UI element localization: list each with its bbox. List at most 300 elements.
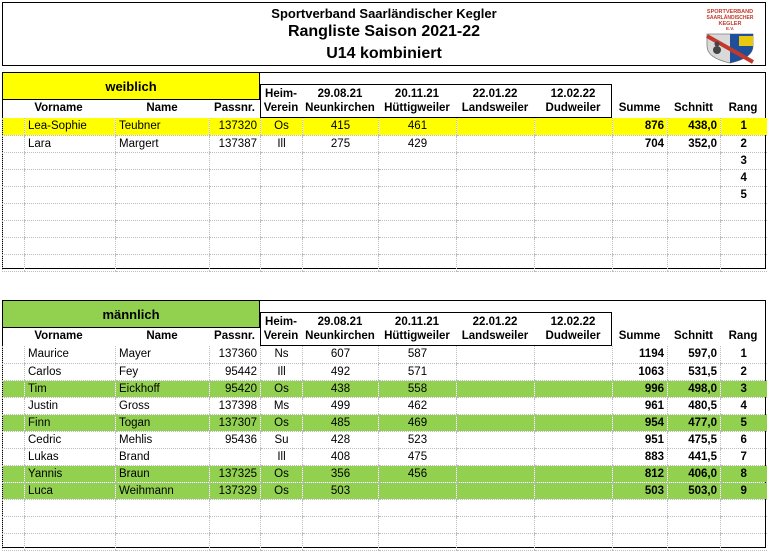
cell-passnr: 95420 [210, 380, 261, 397]
cell-passnr [210, 254, 261, 271]
cell-spacer [3, 186, 25, 203]
table-row [3, 533, 767, 550]
cell-spacer [3, 414, 25, 431]
cell-result-2: 429 [379, 135, 457, 152]
cell-passnr [210, 533, 261, 550]
header-place-4: Dudweiler [545, 330, 601, 342]
cell-rang: 1 [721, 118, 767, 135]
header-name: Name [146, 102, 178, 114]
header-place-2: Hüttigweiler [384, 102, 450, 114]
cell-passnr: 137307 [210, 414, 261, 431]
cell-result-1 [303, 533, 379, 550]
header-place-1: Neunkirchen [305, 102, 375, 114]
cell-passnr: 137320 [210, 118, 261, 135]
cell-result-2 [379, 237, 457, 254]
cell-result-1 [303, 169, 379, 186]
cell-vorname: Justin [25, 397, 116, 414]
cell-vorname: Yannis [25, 465, 116, 482]
cell-result-3 [457, 465, 535, 482]
cell-vorname: Cedric [25, 431, 116, 448]
header-rang: Rang [728, 330, 758, 342]
cell-name [116, 152, 210, 169]
cell-result-1: 438 [303, 380, 379, 397]
cell-result-4 [535, 152, 613, 169]
cell-spacer [3, 397, 25, 414]
cell-passnr [210, 169, 261, 186]
table-row [3, 169, 767, 186]
table-row [3, 118, 767, 135]
cell-result-2: 475 [379, 448, 457, 465]
cell-result-2: 523 [379, 431, 457, 448]
cell-spacer [3, 499, 25, 516]
cell-schnitt: 498,0 [668, 380, 721, 397]
cell-schnitt: 438,0 [668, 118, 721, 135]
header-heim-2: Verein [263, 330, 299, 342]
cell-result-1: 356 [303, 465, 379, 482]
cell-result-3 [457, 186, 535, 203]
cell-name: Weihmann [116, 482, 210, 499]
header-date-3: 22.01.22 [472, 316, 518, 328]
header-date-1: 29.08.21 [317, 88, 363, 100]
cell-verein [261, 169, 303, 186]
cell-summe: 704 [613, 135, 668, 152]
table-row [3, 516, 767, 533]
table-row [3, 397, 767, 414]
cell-verein: Os [261, 380, 303, 397]
header-heim-1: Heim- [265, 88, 297, 100]
cell-summe [613, 220, 668, 237]
cell-result-1: 408 [303, 448, 379, 465]
cell-schnitt: 480,5 [668, 397, 721, 414]
cell-result-4 [535, 135, 613, 152]
cell-result-4 [535, 499, 613, 516]
cell-summe: 883 [613, 448, 668, 465]
cell-verein: Ms [261, 397, 303, 414]
cell-result-3 [457, 346, 535, 363]
cell-spacer [3, 135, 25, 152]
male-section [2, 300, 766, 548]
cell-name [116, 220, 210, 237]
cell-spacer [3, 533, 25, 550]
cell-summe: 1194 [613, 346, 668, 363]
cell-passnr [210, 220, 261, 237]
cell-result-4 [535, 220, 613, 237]
header-place-2: Hüttigweiler [384, 330, 450, 342]
cell-rang: 3 [721, 380, 767, 397]
cell-result-4 [535, 448, 613, 465]
cell-schnitt [668, 169, 721, 186]
cell-result-1: 428 [303, 431, 379, 448]
cell-vorname [25, 220, 116, 237]
cell-result-3 [457, 516, 535, 533]
cell-passnr [210, 186, 261, 203]
cell-schnitt [668, 152, 721, 169]
cell-verein [261, 203, 303, 220]
cell-passnr: 137398 [210, 397, 261, 414]
cell-result-2 [379, 499, 457, 516]
table-row [3, 135, 767, 152]
cell-summe [613, 186, 668, 203]
cell-vorname [25, 533, 116, 550]
cell-result-4 [535, 254, 613, 271]
cell-schnitt [668, 203, 721, 220]
cell-result-2: 462 [379, 397, 457, 414]
cell-name: Teubner [116, 118, 210, 135]
table-row [3, 380, 767, 397]
federation-logo [701, 6, 759, 64]
cell-result-4 [535, 533, 613, 550]
table-row [3, 152, 767, 169]
cell-result-2: 558 [379, 380, 457, 397]
cell-result-4 [535, 363, 613, 380]
cell-rang: 5 [721, 186, 767, 203]
cell-result-2 [379, 220, 457, 237]
cell-result-1 [303, 237, 379, 254]
svg-text:E.V.: E.V. [725, 26, 735, 31]
cell-rang: 6 [721, 431, 767, 448]
cell-schnitt [668, 499, 721, 516]
table-row [3, 465, 767, 482]
cell-result-2 [379, 169, 457, 186]
cell-schnitt: 503,0 [668, 482, 721, 499]
cell-vorname: Luca [25, 482, 116, 499]
cell-rang: 3 [721, 152, 767, 169]
cell-spacer [3, 465, 25, 482]
cell-vorname [25, 237, 116, 254]
cell-rang [721, 220, 767, 237]
cell-result-3 [457, 135, 535, 152]
header-date-4: 12.02.22 [550, 316, 596, 328]
table-row [3, 237, 767, 254]
cell-spacer [3, 448, 25, 465]
header-heim-2: Verein [263, 102, 299, 114]
cell-vorname [25, 516, 116, 533]
cell-schnitt: 597,0 [668, 346, 721, 363]
table-row [3, 414, 767, 431]
cell-result-2: 461 [379, 118, 457, 135]
cell-summe [613, 516, 668, 533]
cell-schnitt: 441,5 [668, 448, 721, 465]
cell-schnitt [668, 516, 721, 533]
cell-schnitt: 531,5 [668, 363, 721, 380]
cell-summe [613, 152, 668, 169]
cell-vorname [25, 254, 116, 271]
cell-result-4 [535, 118, 613, 135]
header-passnr: Passnr. [214, 330, 255, 342]
female-section [2, 72, 766, 269]
cell-passnr [210, 499, 261, 516]
header-date-3: 22.01.22 [472, 88, 518, 100]
table-row [3, 254, 767, 271]
cell-result-3 [457, 220, 535, 237]
cell-name: Togan [116, 414, 210, 431]
cell-result-3 [457, 397, 535, 414]
cell-verein [261, 186, 303, 203]
cell-vorname [25, 203, 116, 220]
cell-rang [721, 237, 767, 254]
cell-spacer [3, 237, 25, 254]
document-header [2, 2, 766, 66]
cell-rang: 9 [721, 482, 767, 499]
cell-passnr: 95442 [210, 363, 261, 380]
header-summe: Summe [618, 330, 661, 342]
cell-rang: 4 [721, 169, 767, 186]
svg-text:SPORTVERBAND: SPORTVERBAND [706, 9, 754, 15]
cell-spacer [3, 482, 25, 499]
cell-result-4 [535, 203, 613, 220]
cell-name: Fey [116, 363, 210, 380]
cell-spacer [3, 363, 25, 380]
cell-result-2: 587 [379, 346, 457, 363]
cell-schnitt [668, 220, 721, 237]
cell-spacer [3, 169, 25, 186]
cell-result-2 [379, 254, 457, 271]
cell-verein: Ill [261, 135, 303, 152]
cell-verein [261, 220, 303, 237]
cell-result-1 [303, 254, 379, 271]
cell-summe [613, 533, 668, 550]
cell-spacer [3, 346, 25, 363]
cell-result-4 [535, 516, 613, 533]
cell-passnr [210, 203, 261, 220]
cell-verein [261, 516, 303, 533]
cell-result-2 [379, 482, 457, 499]
cell-name: Mayer [116, 346, 210, 363]
cell-result-3 [457, 448, 535, 465]
cell-schnitt [668, 186, 721, 203]
cell-spacer [3, 203, 25, 220]
cell-vorname: Finn [25, 414, 116, 431]
cell-summe [613, 499, 668, 516]
cell-result-4 [535, 397, 613, 414]
cell-result-1: 607 [303, 346, 379, 363]
cell-result-1: 492 [303, 363, 379, 380]
table-row [3, 186, 767, 203]
cell-rang: 5 [721, 414, 767, 431]
cell-verein: Ill [261, 448, 303, 465]
cell-name: Margert [116, 135, 210, 152]
cell-result-4 [535, 482, 613, 499]
table-row [3, 482, 767, 499]
cell-result-2: 571 [379, 363, 457, 380]
cell-result-3 [457, 169, 535, 186]
cell-result-1 [303, 516, 379, 533]
cell-spacer [3, 152, 25, 169]
cell-summe: 961 [613, 397, 668, 414]
cell-passnr [210, 516, 261, 533]
cell-rang: 7 [721, 448, 767, 465]
cell-verein [261, 533, 303, 550]
cell-vorname [25, 499, 116, 516]
cell-name: Gross [116, 397, 210, 414]
cell-result-3 [457, 482, 535, 499]
cell-rang: 8 [721, 465, 767, 482]
cell-rang [721, 499, 767, 516]
cell-rang [721, 203, 767, 220]
cell-passnr [210, 237, 261, 254]
cell-verein: Su [261, 431, 303, 448]
cell-result-1: 503 [303, 482, 379, 499]
cell-result-4 [535, 380, 613, 397]
cell-result-3 [457, 533, 535, 550]
cell-verein: Os [261, 414, 303, 431]
document-title: Rangliste Saison 2021-22 [287, 23, 481, 40]
cell-spacer [3, 431, 25, 448]
cell-name [116, 203, 210, 220]
cell-passnr: 137360 [210, 346, 261, 363]
cell-schnitt: 475,5 [668, 431, 721, 448]
header-heim-1: Heim- [265, 316, 297, 328]
female-ranking-table [2, 118, 767, 272]
cell-result-4 [535, 186, 613, 203]
cell-rang: 1 [721, 346, 767, 363]
cell-result-2 [379, 516, 457, 533]
table-row [3, 363, 767, 380]
cell-vorname: Lea-Sophie [25, 118, 116, 135]
cell-result-3 [457, 203, 535, 220]
header-date-4: 12.02.22 [550, 88, 596, 100]
cell-result-1 [303, 203, 379, 220]
cell-summe [613, 169, 668, 186]
cell-passnr: 137329 [210, 482, 261, 499]
cell-passnr: 95436 [210, 431, 261, 448]
cell-result-3 [457, 237, 535, 254]
cell-result-1: 415 [303, 118, 379, 135]
cell-result-4 [535, 465, 613, 482]
cell-result-1: 275 [303, 135, 379, 152]
cell-result-1 [303, 186, 379, 203]
cell-schnitt [668, 237, 721, 254]
cell-result-3 [457, 414, 535, 431]
cell-result-3 [457, 254, 535, 271]
header-date-1: 29.08.21 [317, 316, 363, 328]
cell-name: Brand [116, 448, 210, 465]
cell-summe [613, 237, 668, 254]
cell-schnitt: 352,0 [668, 135, 721, 152]
cell-name: Eickhoff [116, 380, 210, 397]
cell-rang [721, 254, 767, 271]
header-summe: Summe [618, 102, 661, 114]
cell-result-3 [457, 363, 535, 380]
cell-result-1: 499 [303, 397, 379, 414]
cell-result-1 [303, 152, 379, 169]
cell-verein: Os [261, 482, 303, 499]
cell-vorname: Carlos [25, 363, 116, 380]
cell-spacer [3, 516, 25, 533]
header-place-3: Landsweiler [461, 330, 529, 342]
cell-result-3 [457, 431, 535, 448]
cell-summe: 954 [613, 414, 668, 431]
header-name: Name [146, 330, 178, 342]
cell-result-4 [535, 431, 613, 448]
cell-schnitt: 406,0 [668, 465, 721, 482]
header-rang: Rang [728, 102, 758, 114]
cell-result-4 [535, 414, 613, 431]
cell-verein: Ill [261, 363, 303, 380]
cell-name [116, 254, 210, 271]
table-row [3, 499, 767, 516]
cell-result-1 [303, 499, 379, 516]
cell-result-2 [379, 203, 457, 220]
cell-passnr: 137387 [210, 135, 261, 152]
cell-verein [261, 499, 303, 516]
cell-name: Braun [116, 465, 210, 482]
cell-rang: 4 [721, 397, 767, 414]
cell-rang: 2 [721, 135, 767, 152]
cell-result-2 [379, 186, 457, 203]
cell-result-4 [535, 169, 613, 186]
cell-vorname [25, 169, 116, 186]
cell-verein [261, 152, 303, 169]
cell-spacer [3, 254, 25, 271]
cell-verein: Ns [261, 346, 303, 363]
table-row [3, 220, 767, 237]
cell-name [116, 186, 210, 203]
cell-summe: 996 [613, 380, 668, 397]
cell-spacer [3, 118, 25, 135]
cell-summe: 812 [613, 465, 668, 482]
header-passnr: Passnr. [214, 102, 255, 114]
male-ranking-table [2, 346, 767, 551]
male-section-label: männlich [2, 300, 260, 328]
cell-passnr: 137325 [210, 465, 261, 482]
cell-summe: 503 [613, 482, 668, 499]
svg-text:SAARLÄNDISCHER: SAARLÄNDISCHER [706, 15, 754, 21]
header-date-2: 20.11.21 [394, 88, 440, 100]
cell-vorname [25, 152, 116, 169]
female-section-label: weiblich [2, 72, 260, 100]
cell-vorname: Lara [25, 135, 116, 152]
cell-summe: 951 [613, 431, 668, 448]
header-schnitt: Schnitt [674, 330, 713, 342]
cell-spacer [3, 220, 25, 237]
cell-schnitt [668, 254, 721, 271]
cell-name [116, 516, 210, 533]
svg-text:KEGLER: KEGLER [718, 21, 742, 27]
header-place-1: Neunkirchen [305, 330, 375, 342]
table-row [3, 448, 767, 465]
cell-result-2 [379, 152, 457, 169]
cell-name [116, 533, 210, 550]
cell-schnitt: 477,0 [668, 414, 721, 431]
cell-summe [613, 203, 668, 220]
cell-spacer [3, 380, 25, 397]
cell-vorname [25, 186, 116, 203]
cell-result-4 [535, 346, 613, 363]
cell-vorname: Lukas [25, 448, 116, 465]
header-date-2: 20.11.21 [394, 316, 440, 328]
table-row [3, 346, 767, 363]
cell-result-4 [535, 237, 613, 254]
cell-verein [261, 237, 303, 254]
table-row [3, 431, 767, 448]
cell-result-3 [457, 118, 535, 135]
cell-schnitt [668, 533, 721, 550]
cell-verein: Os [261, 118, 303, 135]
cell-summe: 876 [613, 118, 668, 135]
cell-passnr [210, 448, 261, 465]
header-place-4: Dudweiler [545, 102, 601, 114]
cell-vorname: Tim [25, 380, 116, 397]
cell-name [116, 169, 210, 186]
header-vorname: Vorname [34, 330, 83, 342]
cell-result-3 [457, 152, 535, 169]
cell-rang [721, 533, 767, 550]
cell-result-1 [303, 220, 379, 237]
cell-rang [721, 516, 767, 533]
cell-verein [261, 254, 303, 271]
document-subtitle: U14 kombiniert [326, 45, 442, 62]
